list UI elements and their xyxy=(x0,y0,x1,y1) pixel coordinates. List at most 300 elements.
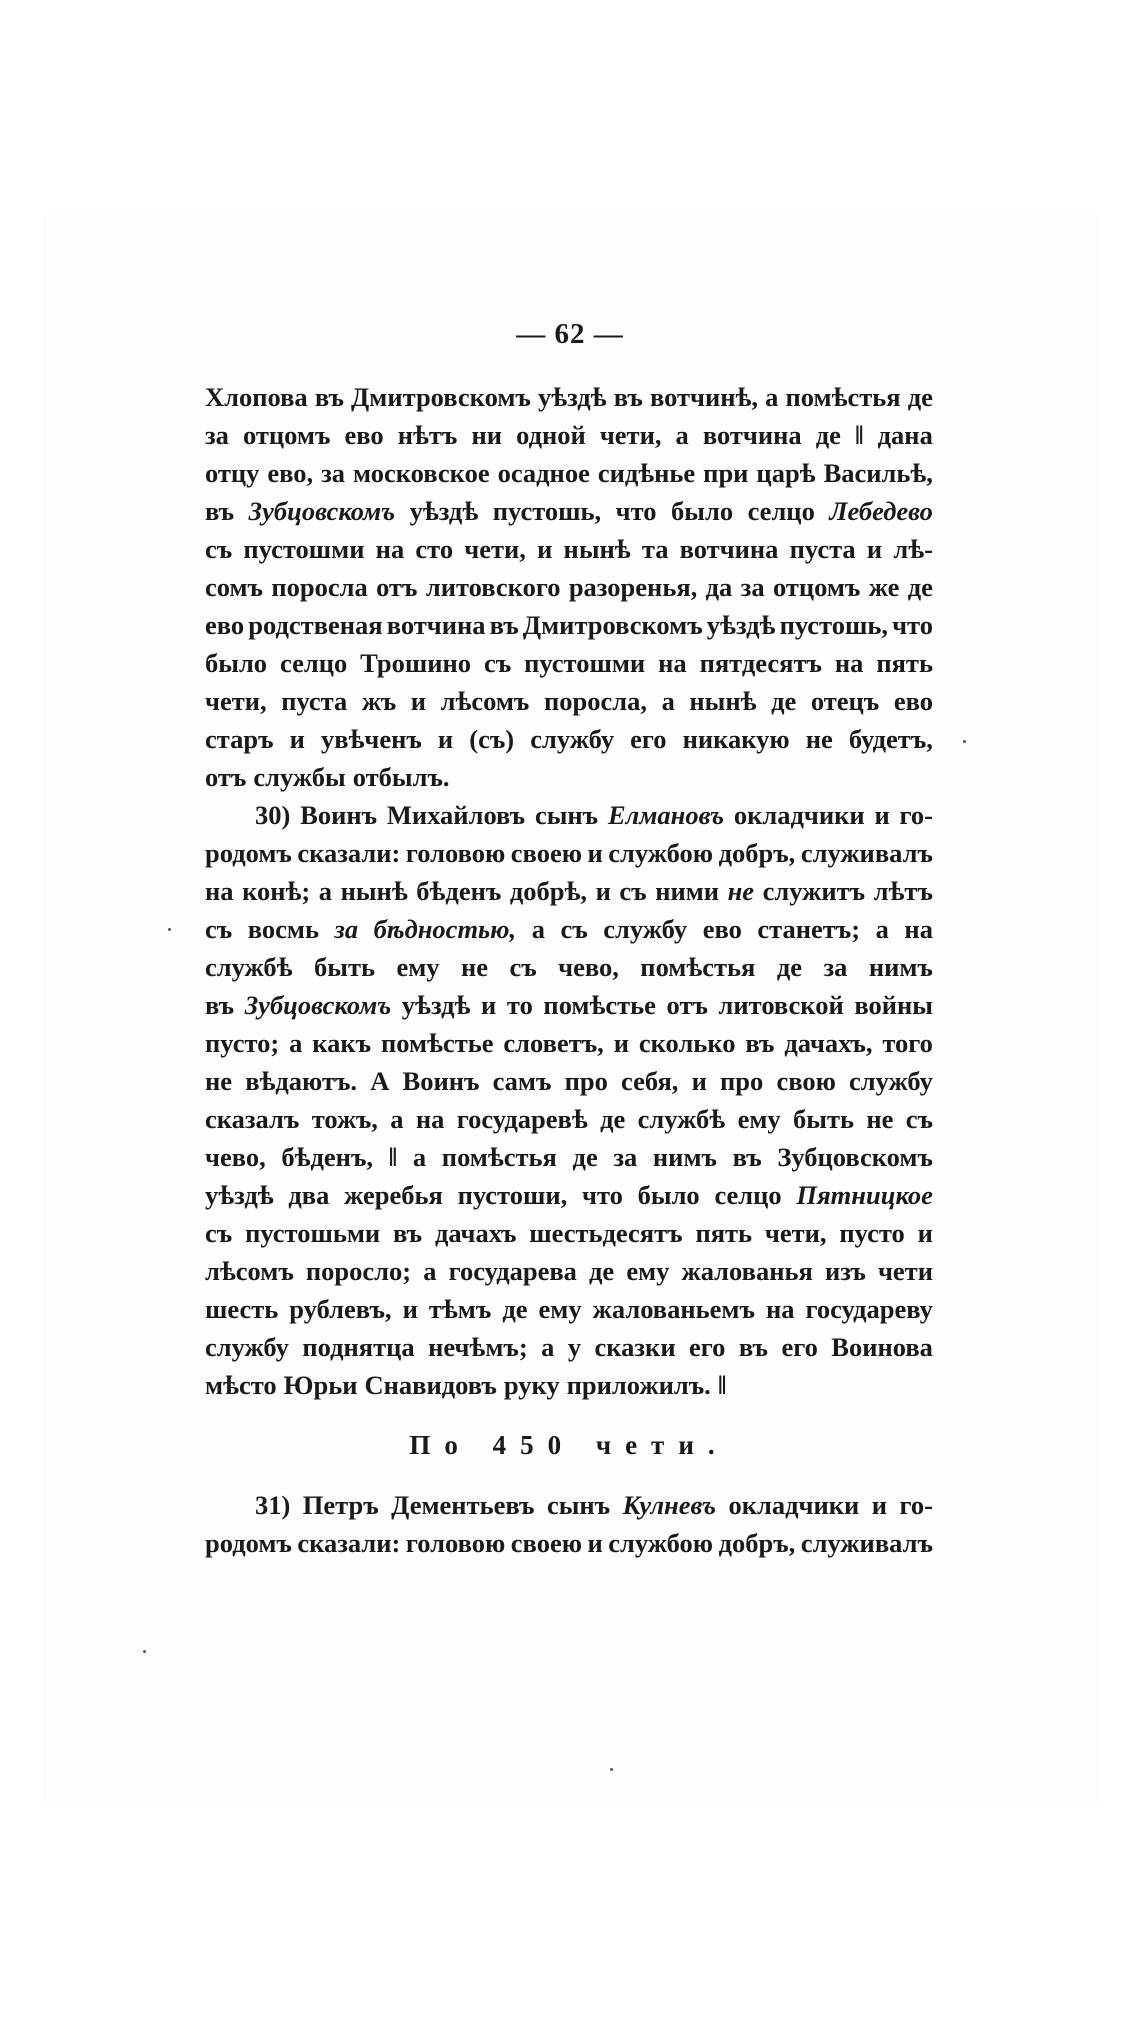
word: было xyxy=(637,1180,700,1210)
word: въ xyxy=(393,1218,423,1248)
text-line xyxy=(205,454,933,492)
text-line xyxy=(205,1486,933,1524)
word: на xyxy=(375,534,405,564)
word: помѣстье xyxy=(543,990,656,1020)
word: и xyxy=(691,1066,707,1096)
word: пять xyxy=(876,648,933,678)
scan-speck xyxy=(610,1768,613,1771)
word: де xyxy=(907,572,933,602)
word: ево xyxy=(893,686,933,716)
word: сказали: xyxy=(297,838,401,868)
word: ево xyxy=(702,914,742,944)
word: московское xyxy=(353,458,490,488)
word: ними xyxy=(655,876,720,906)
word: пустошми xyxy=(524,648,646,678)
word: станетъ; xyxy=(757,914,861,944)
word: Снавидовъ xyxy=(364,1370,497,1400)
word: про xyxy=(720,1066,764,1096)
word: и xyxy=(866,534,883,564)
word: Юрьи xyxy=(283,1370,358,1400)
text-line xyxy=(205,720,933,758)
word: быть xyxy=(793,1104,854,1134)
word: уѣздѣ xyxy=(401,990,471,1020)
word: отецъ xyxy=(810,686,880,716)
word: а xyxy=(289,1028,303,1058)
scan-speck xyxy=(168,928,171,931)
word: какъ xyxy=(312,1028,372,1058)
word: Трошино xyxy=(360,648,471,678)
word: Воинъ xyxy=(402,1066,480,1096)
word: нимъ xyxy=(652,1142,717,1172)
word: де xyxy=(776,952,803,982)
word: Михайловъ xyxy=(386,800,526,830)
word: что xyxy=(892,610,933,640)
word: жалованьемъ xyxy=(592,1294,755,1324)
word: службѣ xyxy=(637,1104,726,1134)
word: восмь xyxy=(247,914,319,944)
text-line xyxy=(205,1524,933,1562)
word: при xyxy=(703,458,749,488)
word: и xyxy=(917,1218,933,1248)
word: и xyxy=(587,838,603,868)
word: служивалъ xyxy=(800,838,933,868)
text-line xyxy=(205,1366,933,1404)
word: осадное xyxy=(497,458,590,488)
word: быть xyxy=(314,952,375,982)
text-line xyxy=(205,758,933,796)
word: де xyxy=(572,1142,598,1172)
word: дана xyxy=(877,420,933,450)
word: вотчинѣ, xyxy=(649,382,759,412)
word: 30) xyxy=(255,800,291,830)
word: уѣздѣ xyxy=(409,496,479,526)
text-line xyxy=(205,1100,933,1138)
word: ево xyxy=(344,420,384,450)
word: чети, xyxy=(599,420,662,450)
word: сто xyxy=(415,534,454,564)
word: пуста xyxy=(789,534,856,564)
word: жеребья xyxy=(344,1180,443,1210)
text-line xyxy=(205,530,933,568)
word: что xyxy=(582,1180,623,1210)
word: за xyxy=(823,952,848,982)
word: а xyxy=(318,876,333,906)
word: въ xyxy=(738,1332,768,1362)
text-line xyxy=(205,910,933,948)
word: окладчики xyxy=(728,1490,860,1520)
word: чети, xyxy=(205,686,267,716)
word: его xyxy=(689,1332,726,1362)
word: 31) xyxy=(255,1490,291,1520)
word: служитъ xyxy=(762,876,866,906)
word: головою xyxy=(405,1528,506,1558)
word: ему xyxy=(396,952,440,982)
word: съ xyxy=(905,1104,933,1134)
word: служивалъ xyxy=(800,1528,933,1558)
word: пусто xyxy=(839,1218,905,1248)
text-line xyxy=(205,1290,933,1328)
word: у xyxy=(567,1332,582,1362)
word: его xyxy=(781,1332,818,1362)
word: дачахъ xyxy=(434,1218,517,1248)
word: а xyxy=(423,1256,437,1286)
word: пуста xyxy=(281,686,348,716)
word: же xyxy=(868,572,900,602)
word: службы xyxy=(253,762,346,792)
word: шестьдесятъ xyxy=(529,1218,683,1248)
word: и xyxy=(537,534,553,564)
word: отъ xyxy=(376,572,418,602)
word: А xyxy=(370,1066,390,1096)
word: Петръ xyxy=(302,1490,379,1520)
word: отцомъ xyxy=(242,420,331,450)
word: а xyxy=(390,1104,404,1134)
word: службу xyxy=(849,1066,933,1096)
text-line xyxy=(205,644,933,682)
word: два xyxy=(288,1180,330,1210)
word: бѣдностью, xyxy=(373,914,517,944)
word: родомъ xyxy=(205,1528,292,1558)
word: литовской xyxy=(718,990,844,1020)
word: на xyxy=(904,914,933,944)
word: та xyxy=(641,534,669,564)
word: въ xyxy=(205,496,235,526)
word: а xyxy=(765,382,779,412)
text-line xyxy=(205,416,933,454)
word: селцо xyxy=(747,496,815,526)
word: рублевъ, xyxy=(289,1294,392,1324)
word: Воинова xyxy=(831,1332,933,1362)
word: ему xyxy=(626,1256,670,1286)
word: (съ) xyxy=(469,724,515,754)
word: пустошми xyxy=(243,534,365,564)
word: Зубцовскомъ xyxy=(777,1142,933,1172)
word: не xyxy=(205,1066,233,1096)
text-line xyxy=(205,378,933,416)
text-line xyxy=(205,492,933,530)
word: вотчина xyxy=(679,534,779,564)
word: на xyxy=(415,1104,445,1134)
word: вѣдаютъ. xyxy=(245,1066,358,1096)
word: пустошь, xyxy=(492,496,602,526)
text-line xyxy=(205,872,933,910)
word: добрѣ, xyxy=(509,876,588,906)
word: а xyxy=(531,914,545,944)
word: въ xyxy=(732,1142,762,1172)
word: да xyxy=(705,572,733,602)
word: тѣмъ xyxy=(428,1294,492,1324)
text-line xyxy=(205,1024,933,1062)
word: свою xyxy=(776,1066,836,1096)
word: конѣ; xyxy=(242,876,311,906)
word: лѣ- xyxy=(893,534,933,564)
word: помѣстья xyxy=(785,382,901,412)
word: увѣченъ xyxy=(320,724,422,754)
word: службу xyxy=(530,724,615,754)
word: самъ xyxy=(492,1066,552,1096)
text-line xyxy=(205,568,933,606)
text-line xyxy=(205,682,933,720)
word: Зубцовскомъ xyxy=(248,496,396,526)
word: на xyxy=(765,1294,795,1324)
word: добръ, xyxy=(718,838,796,868)
word: жалованья xyxy=(681,1256,813,1286)
word: руку xyxy=(503,1370,560,1400)
word: за xyxy=(740,572,765,602)
word: и xyxy=(871,1490,888,1520)
word: добръ, xyxy=(718,1528,796,1558)
word: ево xyxy=(205,610,245,640)
word: пустоши, xyxy=(457,1180,568,1210)
word: приложилъ. xyxy=(566,1370,711,1400)
text-line xyxy=(205,1138,933,1176)
text-line xyxy=(205,1214,933,1252)
word: родственая xyxy=(248,610,383,640)
word: отцу xyxy=(205,458,260,488)
word: Дмитровскомъ xyxy=(522,610,703,640)
word: бѣденъ xyxy=(416,876,502,906)
word: на xyxy=(205,876,234,906)
word: де xyxy=(907,382,933,412)
word: съ xyxy=(509,952,537,982)
word: нечѣмъ; xyxy=(428,1332,528,1362)
word: чети xyxy=(877,1256,933,1286)
word: на xyxy=(658,648,687,678)
text-line xyxy=(205,986,933,1024)
word: де xyxy=(589,1256,615,1286)
text-line xyxy=(205,1062,933,1100)
word: въ xyxy=(613,382,643,412)
word: вотчина xyxy=(702,420,802,450)
word: Дементьевъ xyxy=(391,1490,535,1520)
word: и xyxy=(410,686,427,716)
word: нынѣ xyxy=(563,534,631,564)
text-line xyxy=(205,796,933,834)
word: уѣздѣ xyxy=(537,382,607,412)
word: поросло; xyxy=(305,1256,412,1286)
word: уѣздѣ xyxy=(205,1180,274,1210)
word: шесть xyxy=(205,1294,279,1324)
word: нынѣ xyxy=(340,876,408,906)
word: службою xyxy=(608,838,714,868)
word: ‖ xyxy=(854,420,864,450)
word: не xyxy=(866,1104,894,1134)
word: нѣтъ xyxy=(397,420,458,450)
word: жъ xyxy=(361,686,397,716)
word: сказалъ xyxy=(205,1104,300,1134)
word: дачахъ, xyxy=(784,1028,873,1058)
word: съ xyxy=(205,1218,233,1248)
word: ни xyxy=(471,420,502,450)
word: въ xyxy=(314,382,344,412)
word: сказали: xyxy=(297,1528,401,1558)
word: пустошьми xyxy=(245,1218,381,1248)
word: Воинъ xyxy=(300,800,378,830)
word: отцомъ xyxy=(772,572,861,602)
word: де xyxy=(771,686,797,716)
word: де xyxy=(600,1104,626,1134)
word: царѣ xyxy=(756,458,816,488)
word: своею xyxy=(510,838,582,868)
text-line xyxy=(205,1252,933,1290)
word: его xyxy=(630,724,667,754)
text-line xyxy=(205,1328,933,1366)
word: за xyxy=(613,1142,638,1172)
word: селцо xyxy=(280,648,348,678)
word: въ xyxy=(205,990,235,1020)
word: вотчина xyxy=(386,610,486,640)
word: не xyxy=(727,876,755,906)
word: съ xyxy=(483,648,512,678)
scan-speck xyxy=(963,740,966,743)
word: литовского xyxy=(425,572,561,602)
word: а xyxy=(675,420,689,450)
word: отъ xyxy=(666,990,708,1020)
word: Васильѣ, xyxy=(823,458,933,488)
word: на xyxy=(834,648,864,678)
word: то xyxy=(506,990,533,1020)
word: головою xyxy=(405,838,506,868)
word: государевѣ xyxy=(456,1104,588,1134)
word: про xyxy=(564,1066,608,1096)
word: войны xyxy=(854,990,933,1020)
word: чети, xyxy=(764,1218,827,1248)
word: тожъ, xyxy=(311,1104,378,1134)
word: словетъ, xyxy=(503,1028,604,1058)
word: и xyxy=(437,724,454,754)
word: сынъ xyxy=(534,800,599,830)
word: было xyxy=(671,496,734,526)
word: за xyxy=(205,420,229,450)
word: пять xyxy=(695,1218,753,1248)
word: и xyxy=(402,1294,418,1324)
word: одной xyxy=(516,420,586,450)
word: никакую xyxy=(682,724,790,754)
word: чети, xyxy=(464,534,526,564)
word: лѣсомъ xyxy=(205,1256,294,1286)
text-line xyxy=(205,1176,933,1214)
scan-speck xyxy=(143,1650,146,1653)
word: разоренья, xyxy=(568,572,698,602)
word: будетъ, xyxy=(848,724,933,754)
word: себя, xyxy=(621,1066,679,1096)
section-heading: По 450 чети. xyxy=(409,1430,729,1460)
word: ево, xyxy=(267,458,314,488)
word: не xyxy=(805,724,833,754)
word: го- xyxy=(899,800,933,830)
word: помѣстья xyxy=(441,1142,557,1172)
word: сказки xyxy=(594,1332,676,1362)
word: ему xyxy=(538,1294,582,1324)
word: Пятницкое xyxy=(796,1180,933,1210)
word: Кулневъ xyxy=(622,1490,716,1520)
word: нимъ xyxy=(868,952,933,982)
word: а xyxy=(541,1332,555,1362)
word: Дмитровскомъ xyxy=(351,382,531,412)
word: съ xyxy=(205,914,233,944)
word: и xyxy=(289,724,305,754)
word: ‖ xyxy=(717,1370,727,1400)
word: ‖ xyxy=(388,1142,398,1172)
word: лѣсомъ xyxy=(440,686,530,716)
word: службу xyxy=(603,914,688,944)
word: Елмановъ xyxy=(607,800,725,830)
word: и xyxy=(481,990,497,1020)
word: мѣсто xyxy=(205,1370,277,1400)
word: помѣстья xyxy=(640,952,756,982)
word: Лебедево xyxy=(829,496,933,526)
word: государева xyxy=(448,1256,577,1286)
word: что xyxy=(615,496,657,526)
word: де xyxy=(502,1294,528,1324)
word: изъ xyxy=(824,1256,866,1286)
word: окладчики xyxy=(733,800,865,830)
word: въ xyxy=(489,610,519,640)
word: а xyxy=(875,914,889,944)
word: и xyxy=(613,1028,629,1058)
word: чево, xyxy=(558,952,619,982)
word: за xyxy=(321,458,346,488)
text-line xyxy=(205,948,933,986)
word: службою xyxy=(608,1528,714,1558)
text-line xyxy=(205,606,933,644)
body-paragraphs xyxy=(205,378,933,1404)
word: сомъ xyxy=(205,572,264,602)
word: пятдесятъ xyxy=(699,648,822,678)
word: въ xyxy=(745,1028,775,1058)
word: сынъ xyxy=(546,1490,611,1520)
word: и xyxy=(595,876,611,906)
word: не xyxy=(460,952,488,982)
word: селцо xyxy=(714,1180,782,1210)
tail-paragraph xyxy=(205,1486,933,1562)
word: государеву xyxy=(805,1294,933,1324)
word: съ xyxy=(205,534,233,564)
word: поросла, xyxy=(543,686,647,716)
text-line xyxy=(205,834,933,872)
word: пусто; xyxy=(205,1028,280,1058)
word: го- xyxy=(899,1490,933,1520)
word: съ xyxy=(619,876,647,906)
word: отъ xyxy=(205,762,247,792)
word: старъ xyxy=(205,724,274,754)
word: де xyxy=(815,420,841,450)
word: службѣ xyxy=(205,952,293,982)
word: бѣденъ, xyxy=(281,1142,374,1172)
word: лѣтъ xyxy=(873,876,933,906)
word: Хлопова xyxy=(205,382,308,412)
word: Зубцовскомъ xyxy=(244,990,392,1020)
word: пустошь, xyxy=(779,610,888,640)
word: поднятца xyxy=(302,1332,415,1362)
word: своею xyxy=(510,1528,582,1558)
word: а xyxy=(412,1142,427,1172)
word: отбылъ. xyxy=(352,762,450,792)
word: службу xyxy=(205,1332,289,1362)
page-number: — 62 — xyxy=(516,318,624,350)
word: чево, xyxy=(205,1142,266,1172)
document-text xyxy=(205,378,933,1562)
word: уѣздѣ xyxy=(706,610,776,640)
word: за xyxy=(334,914,359,944)
word: а xyxy=(661,686,675,716)
word: сидѣнье xyxy=(597,458,696,488)
word: ему xyxy=(737,1104,781,1134)
word: поросла xyxy=(271,572,368,602)
word: того xyxy=(882,1028,933,1058)
word: родомъ xyxy=(205,838,292,868)
word: и xyxy=(874,800,890,830)
